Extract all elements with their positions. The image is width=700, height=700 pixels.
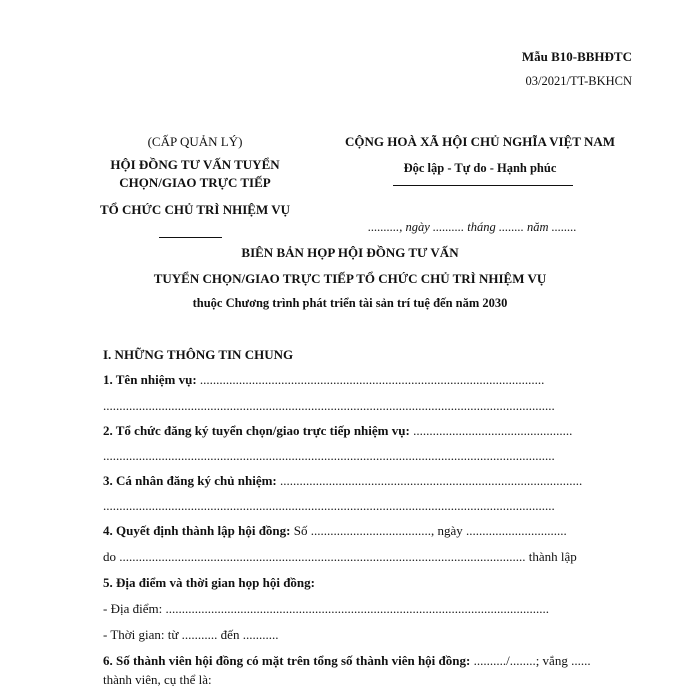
right-header xyxy=(325,133,635,177)
motto-rule xyxy=(393,185,573,186)
item-1-label: 1. Tên nhiệm vụ: xyxy=(103,372,197,387)
form-code: Mẫu B10-BBHĐTC xyxy=(521,49,632,64)
left-header xyxy=(80,133,310,219)
item-2-label: 2. Tổ chức đăng ký tuyển chọn/giao trực tiếp nhiệm vụ: xyxy=(103,423,410,438)
item-3-label: 3. Cá nhân đăng ký chủ nhiệm: xyxy=(103,473,277,488)
item-3-dots: ............................................................................................. xyxy=(276,473,583,488)
item-2-continuation: ........................................................................................................................................... xyxy=(103,448,555,463)
item-5-time: - Thời gian: từ ........... đến ........... xyxy=(103,627,279,642)
item-6-rest: ........../........; vắng ...... xyxy=(470,653,591,668)
management-level: (CẤP QUẢN LÝ) xyxy=(147,134,243,149)
motto: Độc lập - Tự do - Hạnh phúc xyxy=(403,161,557,175)
circular-number: 03/2021/TT-BKHCN xyxy=(525,74,632,88)
item-1-dots: .......................................................................................................... xyxy=(196,372,545,387)
item-4-continuation: do ............................................................................................................................. thành lập xyxy=(103,549,577,564)
title-line1: BIÊN BẢN HỌP HỘI ĐỒNG TƯ VẤN xyxy=(241,245,459,260)
item-3-continuation: ........................................................................................................................................... xyxy=(103,498,555,513)
item-2 xyxy=(103,423,572,439)
item-6-continuation: thành viên, cụ thể là: xyxy=(103,672,212,687)
item-4-label: 4. Quyết định thành lập hội đồng: xyxy=(103,523,291,538)
item-3 xyxy=(103,473,582,489)
council-name-line1: HỘI ĐỒNG TƯ VẤN TUYỂN xyxy=(110,157,280,172)
item-5-label: 5. Địa điểm và thời gian họp hội đồng: xyxy=(103,575,315,590)
item-6-label: 6. Số thành viên hội đồng có mặt trên tổng số thành viên hội đồng: xyxy=(103,653,471,668)
document-title xyxy=(0,244,700,312)
item-4-rest: Số ....................................., ngày ............................... xyxy=(290,523,567,538)
item-6 xyxy=(103,653,591,669)
country-name: CỘNG HOÀ XÃ HỘI CHỦ NGHĨA VIỆT NAM xyxy=(344,134,616,149)
date-line: .........., ngày .......... tháng ........ năm ........ xyxy=(368,220,577,234)
item-5-place: - Địa điểm: ...................................................................................................................... xyxy=(103,601,549,616)
item-1 xyxy=(103,372,544,388)
item-2-dots: ................................................. xyxy=(409,423,573,438)
item-4 xyxy=(103,523,567,539)
section-heading: I. NHỮNG THÔNG TIN CHUNG xyxy=(103,347,294,362)
title-subtitle: thuộc Chương trình phát triển tài sản trí tuệ đến năm 2030 xyxy=(192,296,508,310)
title-line2: TUYỂN CHỌN/GIAO TRỰC TIẾP TỔ CHỨC CHỦ TRÌ NHIỆM VỤ xyxy=(153,271,547,286)
left-header-rule xyxy=(159,237,222,238)
council-name-line2: CHỌN/GIAO TRỰC TIẾP xyxy=(119,175,271,190)
council-name-line3: TỔ CHỨC CHỦ TRÌ NHIỆM VỤ xyxy=(99,202,291,217)
item-1-continuation: ........................................................................................................................................... xyxy=(103,398,555,413)
